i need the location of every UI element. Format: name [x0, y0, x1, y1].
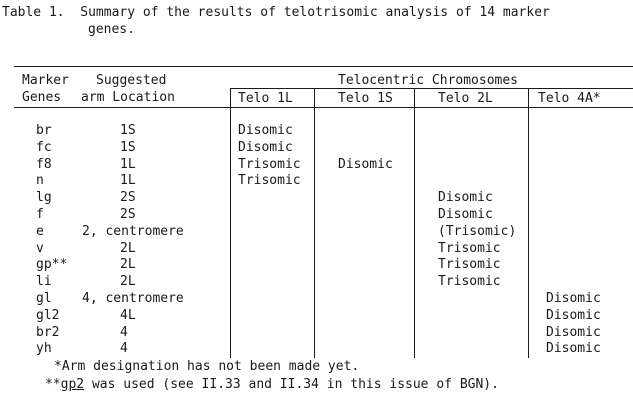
cell-telo-1s: Disomic	[338, 157, 393, 172]
cell-telo-1l: Disomic	[238, 140, 293, 155]
cell-marker-gene: n	[36, 173, 44, 188]
cell-telo-1l: Trisomic	[238, 173, 301, 188]
header-marker: Marker	[22, 73, 69, 88]
cell-telo-1l: Disomic	[238, 123, 293, 138]
column-divider	[414, 88, 415, 358]
cell-arm-location: 1S	[120, 140, 136, 155]
cell-marker-gene: yh	[36, 341, 52, 356]
header-telo-1l: Telo 1L	[238, 91, 293, 106]
cell-marker-gene: e	[36, 224, 44, 239]
cell-marker-gene: f8	[36, 157, 52, 172]
cell-arm-location: 4, centromere	[82, 291, 184, 306]
table-caption-continued: genes.	[88, 22, 135, 37]
header-telo-2l: Telo 2L	[438, 91, 493, 106]
cell-arm-location: 2L	[120, 274, 136, 289]
telocentric-span-rule	[230, 88, 633, 89]
header-arm-location: arm Location	[81, 90, 175, 105]
cell-telo-4a: Disomic	[546, 308, 601, 323]
header-telo-1s: Telo 1S	[338, 91, 393, 106]
cell-arm-location: 2, centromere	[82, 224, 184, 239]
cell-arm-location: 1S	[120, 123, 136, 138]
header-genes: Genes	[22, 90, 62, 105]
header-telocentric-chromosomes: Telocentric Chromosomes	[338, 73, 519, 88]
cell-telo-2l: Disomic	[438, 190, 493, 205]
footnote-gp2	[45, 376, 499, 393]
footnote-gene-term: gp2	[60, 377, 85, 392]
cell-telo-2l: Disomic	[438, 207, 493, 222]
header-telo-4a: Telo 4A*	[538, 91, 601, 106]
cell-arm-location: 4	[120, 325, 128, 340]
header-suggested: Suggested	[96, 73, 167, 88]
cell-telo-2l: Trisomic	[438, 241, 501, 256]
top-rule	[14, 66, 633, 67]
column-divider	[230, 88, 231, 358]
cell-telo-2l: (Trisomic)	[438, 224, 517, 239]
cell-arm-location: 2L	[120, 241, 136, 256]
column-divider	[314, 88, 315, 358]
cell-telo-2l: Trisomic	[438, 274, 501, 289]
cell-telo-4a: Disomic	[546, 291, 601, 306]
cell-marker-gene: fc	[36, 140, 52, 155]
cell-arm-location: 1L	[120, 173, 136, 188]
cell-telo-4a: Disomic	[546, 325, 601, 340]
footnote-marker: **	[45, 377, 61, 392]
cell-telo-2l: Trisomic	[438, 257, 501, 272]
footnote-text: was used (see II.33 and II.34 in this issue of BGN).	[84, 377, 499, 392]
header-bottom-rule	[14, 107, 633, 108]
cell-marker-gene: br	[36, 123, 52, 138]
cell-arm-location: 1L	[120, 157, 136, 172]
cell-marker-gene: br2	[36, 325, 60, 340]
cell-telo-1l: Trisomic	[238, 157, 301, 172]
cell-marker-gene: lg	[36, 190, 52, 205]
cell-arm-location: 2S	[120, 207, 136, 222]
cell-telo-4a: Disomic	[546, 341, 601, 356]
table-caption: Table 1. Summary of the results of telotrisomic analysis of 14 marker	[2, 5, 550, 20]
cell-marker-gene: gl2	[36, 308, 60, 323]
column-divider	[528, 88, 529, 358]
cell-arm-location: 4	[120, 341, 128, 356]
cell-marker-gene: v	[36, 241, 44, 256]
cell-marker-gene: gp**	[36, 257, 68, 272]
cell-arm-location: 2L	[120, 257, 136, 272]
cell-marker-gene: li	[36, 274, 52, 289]
cell-arm-location: 2S	[120, 190, 136, 205]
footnote-arm-designation: *Arm designation has not been made yet.	[54, 359, 360, 374]
cell-marker-gene: gl	[36, 291, 52, 306]
cell-marker-gene: f	[36, 207, 44, 222]
cell-arm-location: 4L	[120, 308, 136, 323]
